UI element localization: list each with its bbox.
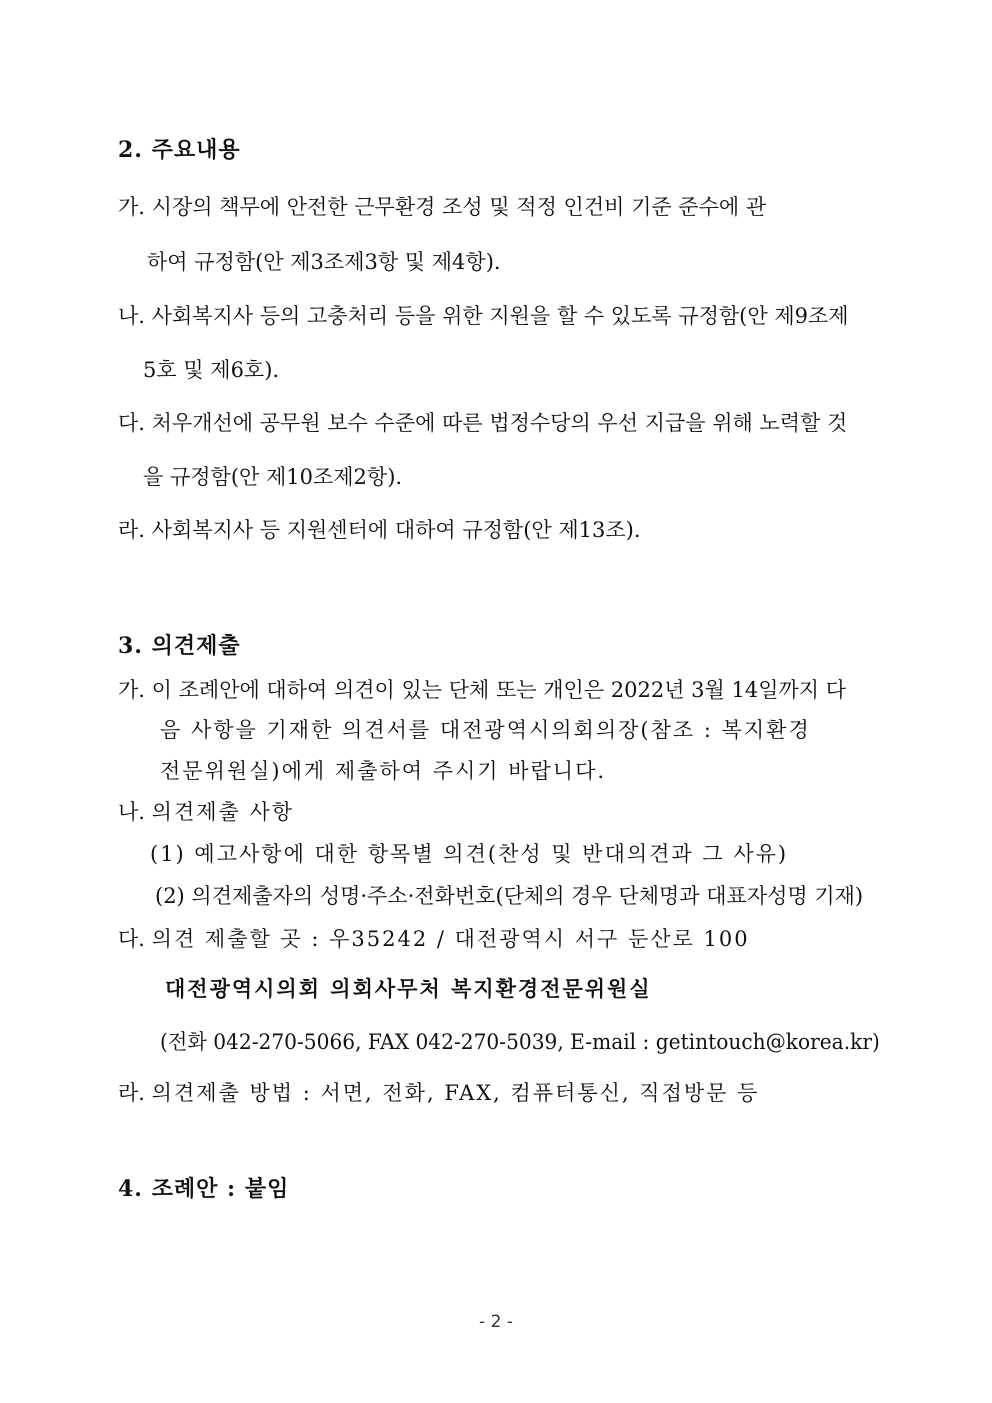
item-ga-marker: 가. bbox=[118, 195, 145, 219]
item-ga-line1 bbox=[118, 193, 873, 221]
item-na-marker: 나. bbox=[118, 304, 145, 328]
item-ra-text1: 사회복지사 등 지원센터에 대하여 규정함(안 제13조). bbox=[151, 518, 641, 542]
item-ga-text1: 시장의 책무에 안전한 근무환경 조성 및 적정 인건비 기준 준수에 관 bbox=[151, 195, 767, 219]
s3-da-line1 bbox=[118, 925, 750, 953]
s3-na-sub1: (1) 예고사항에 대한 항목별 의견(찬성 및 반대의견과 그 사유) bbox=[150, 842, 789, 866]
page-number: - 2 - bbox=[479, 1312, 513, 1332]
s3-ra-text1: 의견제출 방법 : 서면, 전화, FAX, 컴퓨터통신, 직접방문 등 bbox=[151, 1081, 760, 1105]
s3-ga-line3: 전문위원실)에게 제출하여 주시기 바랍니다. bbox=[160, 759, 607, 783]
section-3-heading: 3. 의견제출 bbox=[118, 633, 241, 659]
item-da-line1 bbox=[118, 409, 847, 437]
s3-ga-line2: 음 사항을 기재한 의견서를 대전광역시의회의장(참조 : 복지환경 bbox=[160, 718, 811, 742]
section-4-heading: 4. 조례안 : 붙임 bbox=[118, 1176, 290, 1202]
s3-ga-marker: 가. bbox=[118, 678, 145, 702]
s3-ga-text1: 이 조례안에 대하여 의견이 있는 단체 또는 개인은 2022년 3월 14일까지 다 bbox=[151, 678, 847, 702]
item-ga-line2: 하여 규정함(안 제3조제3항 및 제4항). bbox=[147, 250, 501, 274]
s3-ra-line1 bbox=[118, 1079, 759, 1107]
item-da-text1: 처우개선에 공무원 보수 수준에 따른 법정수당의 우선 지급을 위해 노력할 것 bbox=[151, 411, 848, 435]
item-ra-line1 bbox=[118, 516, 641, 544]
s3-da-office: 대전광역시의회 의회사무처 복지환경전문위원실 bbox=[165, 976, 652, 1001]
item-na-line1 bbox=[118, 302, 849, 330]
s3-na-title: 의견제출 사항 bbox=[151, 800, 295, 824]
s3-na-sub2: (2) 의견제출자의 성명·주소·전화번호(단체의 경우 단체명과 대표자성명 기재) bbox=[155, 884, 864, 908]
s3-na-title-line bbox=[118, 798, 294, 826]
item-na-line2: 5호 및 제6호). bbox=[143, 358, 280, 382]
s3-da-text1: 의견 제출할 곳 : 우35242 / 대전광역시 서구 둔산로 100 bbox=[151, 927, 750, 951]
item-na-text1: 사회복지사 등의 고충처리 등을 위한 지원을 할 수 있도록 규정함(안 제9조제 bbox=[151, 304, 849, 328]
s3-na-marker: 나. bbox=[118, 800, 145, 824]
s3-da-contact: (전화 042-270-5066, FAX 042-270-5039, E-mail : getintouch@korea.kr) bbox=[160, 1030, 880, 1054]
section-2-heading: 2. 주요내용 bbox=[118, 137, 241, 163]
s3-da-marker: 다. bbox=[118, 927, 145, 951]
s3-ga-line1 bbox=[118, 676, 846, 704]
s3-ra-marker: 라. bbox=[118, 1081, 145, 1105]
item-da-line2: 을 규정함(안 제10조제2항). bbox=[143, 465, 403, 489]
item-da-marker: 다. bbox=[118, 411, 145, 435]
item-ra-marker: 라. bbox=[118, 518, 145, 542]
